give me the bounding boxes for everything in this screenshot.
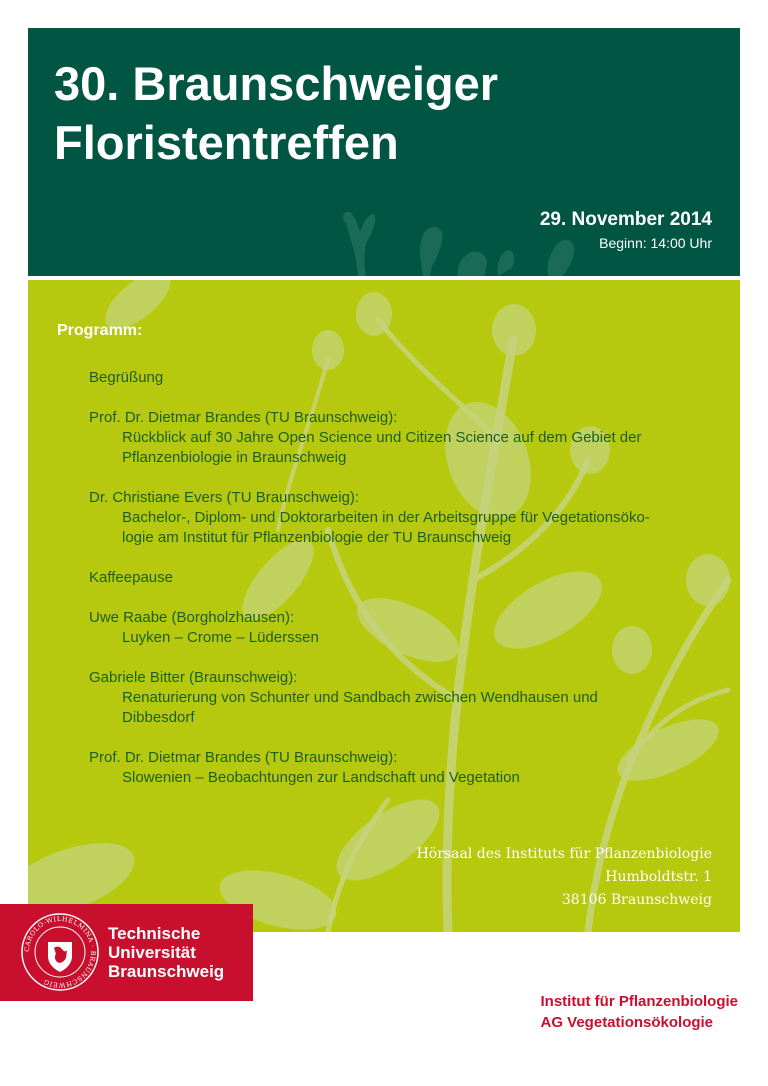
university-name-line: Technische (108, 924, 201, 943)
program-item (89, 408, 729, 468)
event-time: Beginn: 14:00 Uhr (599, 235, 712, 251)
program-talk-title: Renaturierung von Schunter und Sandbach zwischen Wendhausen und (122, 689, 598, 706)
program-talk-title: Rückblick auf 30 Jahre Open Science und Citizen Science auf dem Gebiet der (122, 429, 642, 446)
program-talk-title: Slowenien – Beobachtungen zur Landschaft und Vegetation (122, 769, 520, 786)
institute-line: AG Vegetationsökologie (540, 1014, 714, 1031)
program-speaker: Dr. Christiane Evers (TU Braunschweig): (89, 489, 360, 506)
university-name (108, 924, 224, 981)
institute-line: Institut für Pflanzenbiologie (540, 993, 738, 1010)
program-heading: Programm: (57, 322, 143, 339)
university-name-line: Braunschweig (108, 962, 225, 981)
institute-name (541, 991, 739, 1033)
page-title (54, 54, 498, 172)
program-list (89, 368, 729, 808)
program-talk-title: logie am Institut für Pflanzenbiologie der TU Braunschweig (122, 529, 512, 546)
program-speaker: Kaffeepause (89, 569, 173, 586)
program-talk-title: Luyken – Crome – Lüderssen (122, 629, 319, 646)
university-seal-icon (20, 912, 100, 992)
program-talk-title: Dibbesdorf (122, 709, 195, 726)
event-date: 29. November 2014 (539, 209, 712, 230)
program-item (89, 488, 729, 548)
header-banner (28, 28, 740, 276)
program-item (89, 608, 729, 648)
title-line-1: 30. Braunschweiger (54, 57, 499, 110)
program-item (89, 368, 729, 388)
venue-line: 38106 Braunschweig (561, 892, 712, 908)
university-logo-box (0, 904, 253, 1001)
venue-line: Hörsaal des Instituts für Pflanzenbiologie (416, 846, 712, 862)
venue-address (417, 843, 712, 912)
program-speaker: Prof. Dr. Dietmar Brandes (TU Braunschweig): (89, 409, 398, 426)
program-speaker: Gabriele Bitter (Braunschweig): (89, 669, 298, 686)
program-item (89, 748, 729, 788)
program-speaker: Begrüßung (89, 369, 164, 386)
program-item (89, 668, 729, 728)
title-line-2: Floristentreffen (54, 116, 399, 169)
program-item (89, 568, 729, 588)
program-talk-title: Pflanzenbiologie in Braunschweig (122, 449, 347, 466)
venue-line: Humboldtstr. 1 (605, 869, 712, 885)
university-name-line: Universität (108, 943, 196, 962)
program-speaker: Uwe Raabe (Borgholzhausen): (89, 609, 295, 626)
program-speaker: Prof. Dr. Dietmar Brandes (TU Braunschweig): (89, 749, 398, 766)
svg-text:CAROLO-WILHELMINA · BRAUNSCHWE: CAROLO-WILHELMINA · BRAUNSCHWEIG (22, 914, 98, 990)
program-talk-title: Bachelor-, Diplom- und Doktorarbeiten in der Arbeitsgruppe für Vegetationsöko- (122, 509, 650, 526)
program-panel (28, 280, 740, 932)
